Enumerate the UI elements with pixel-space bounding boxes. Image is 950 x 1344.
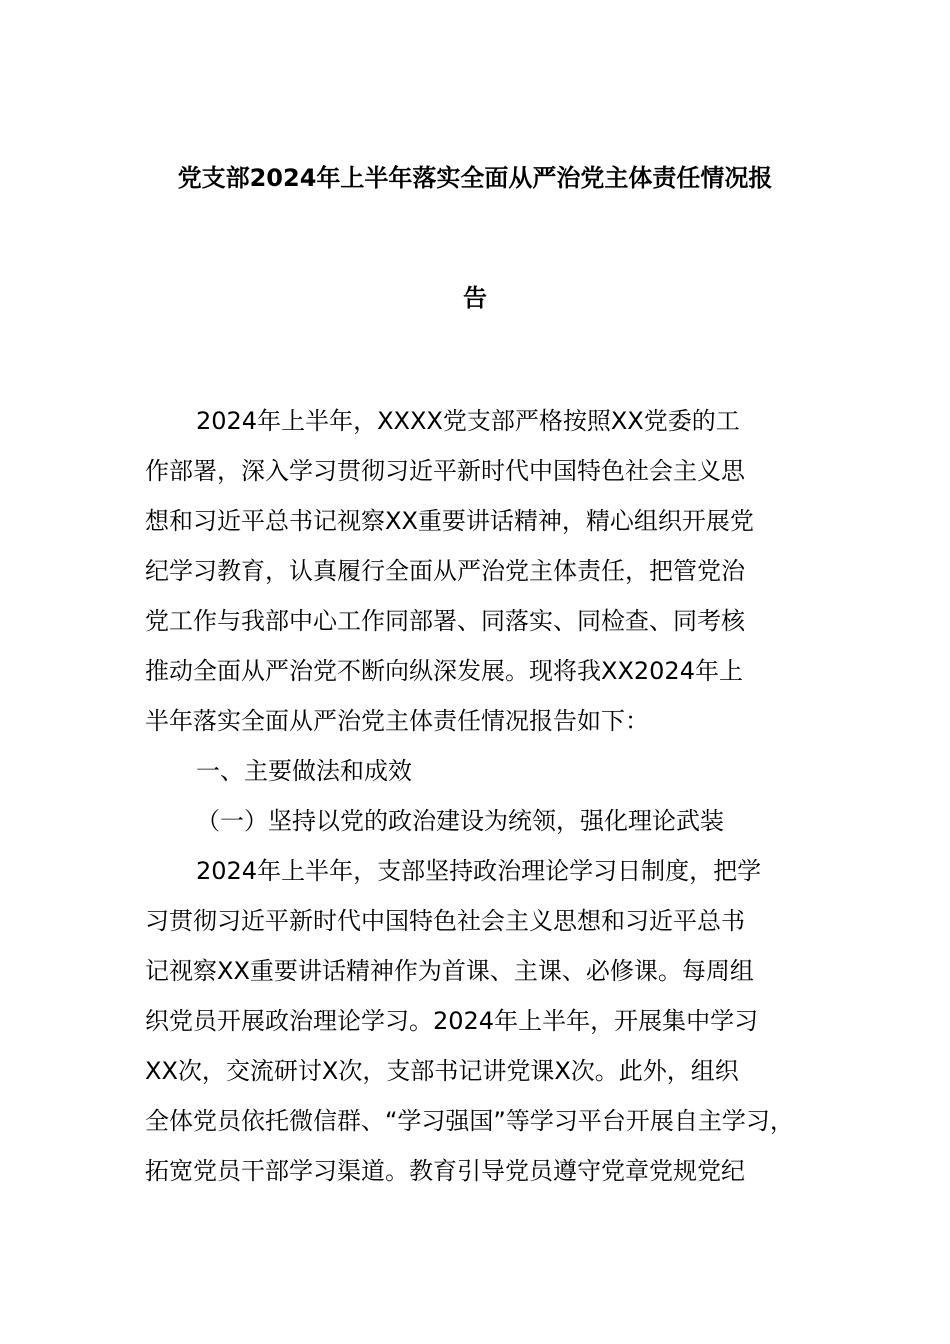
paragraph-line: 想和习近平总书记视察XX重要讲话精神，精心组织开展党 xyxy=(145,507,754,535)
paragraph-line: 2024年上半年，支部坚持政治理论学习日制度，把学 xyxy=(196,857,762,885)
paragraph-line: XX次，交流研讨X次，支部书记讲党课X次。此外，组织 xyxy=(145,1057,739,1085)
paragraph-line: 推动全面从严治党不断向纵深发展。现将我XX2024年上 xyxy=(145,657,743,685)
paragraph-line: 2024年上半年，XXXX党支部严格按照XX党委的工 xyxy=(196,407,740,435)
paragraph-line: 作部署，深入学习贯彻习近平新时代中国特色社会主义思 xyxy=(145,457,745,485)
section-heading: 一、主要做法和成效 xyxy=(196,757,412,785)
paragraph-line: 全体党员依托微信群、“学习强国”等学习平台开展自主学习， xyxy=(145,1107,794,1135)
document-title-line-1: 党支部2024年上半年落实全面从严治党主体责任情况报 xyxy=(177,164,773,192)
paragraph-line: 党工作与我部中心工作同部署、同落实、同检查、同考核 xyxy=(145,607,745,635)
paragraph-line: 习贯彻习近平新时代中国特色社会主义思想和习近平总书 xyxy=(145,907,745,935)
paragraph-line: 记视察XX重要讲话精神作为首课、主课、必修课。每周组 xyxy=(145,957,754,985)
subsection-heading: （一）坚持以党的政治建设为统领，强化理论武装 xyxy=(196,807,724,835)
document-title-line-2: 告 xyxy=(463,284,487,312)
paragraph-line: 纪学习教育，认真履行全面从严治党主体责任，把管党治 xyxy=(145,557,745,585)
paragraph-line: 半年落实全面从严治党主体责任情况报告如下： xyxy=(145,707,649,735)
paragraph-line: 拓宽党员干部学习渠道。教育引导党员遵守党章党规党纪 xyxy=(145,1157,745,1185)
paragraph-line: 织党员开展政治理论学习。2024年上半年，开展集中学习 xyxy=(145,1007,759,1035)
